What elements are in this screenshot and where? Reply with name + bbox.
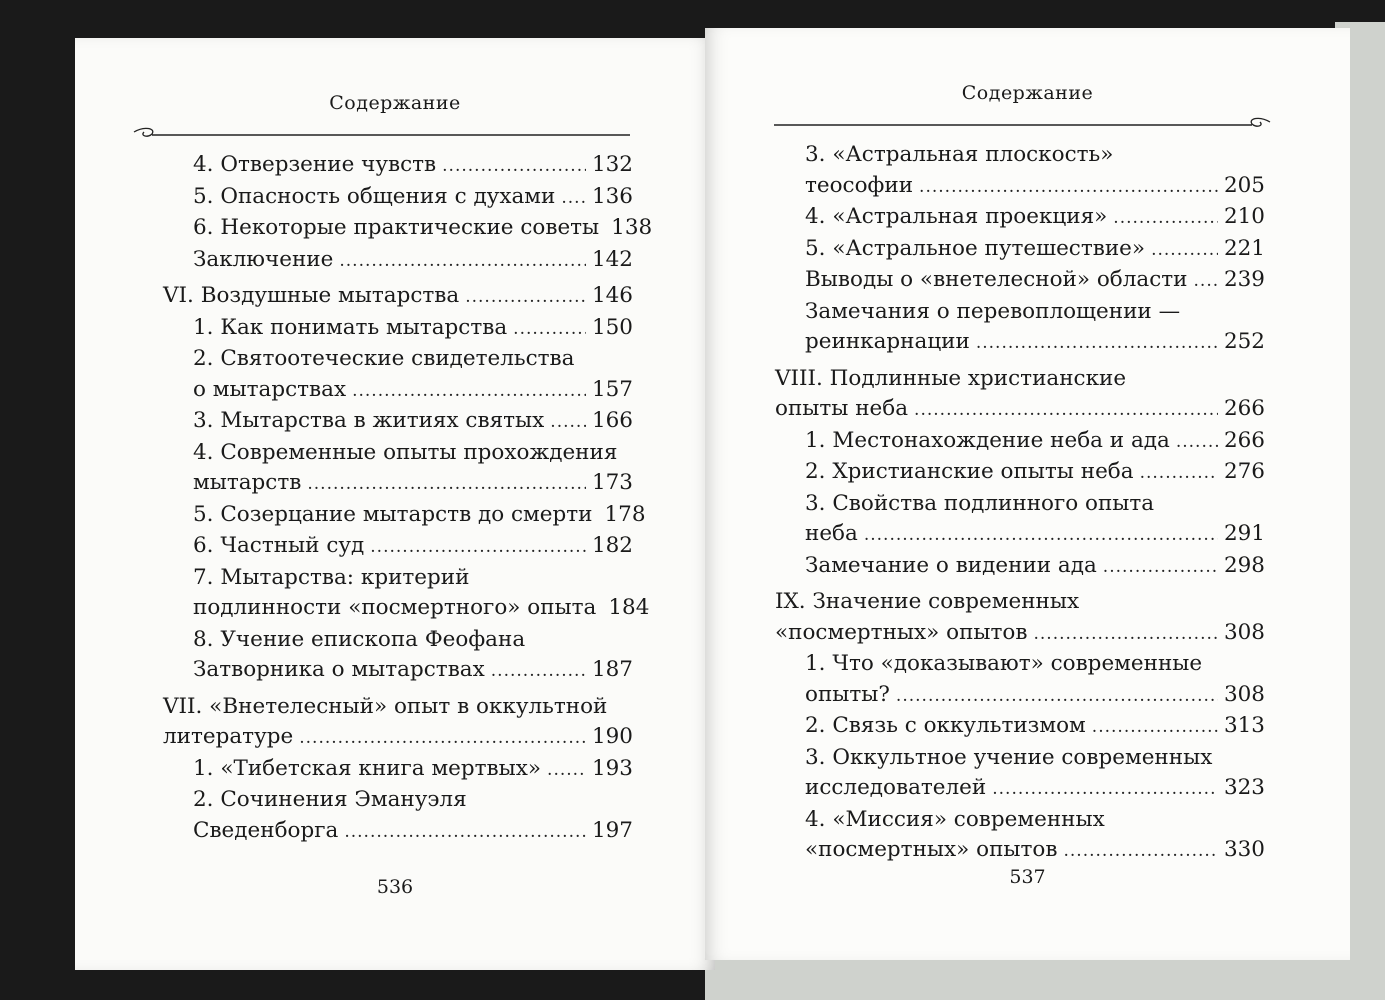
toc-entry-title-line: опыты? xyxy=(805,681,890,707)
toc-page-number: 138 xyxy=(611,215,653,240)
toc-entry-title-line: VIII. Подлинные христианские xyxy=(775,365,1127,391)
running-head: Содержание xyxy=(961,82,1094,104)
toc-entry-title-line: 5. Созерцание мытарств до смерти xyxy=(193,501,593,527)
toc-page-number: 157 xyxy=(591,376,633,402)
toc-entry-title-line: VI. Воздушные мытарства xyxy=(163,283,460,308)
toc-entry xyxy=(163,625,633,687)
toc-entry-title-line: 1. «Тибетская книга мертвых» xyxy=(193,755,542,781)
toc-entry xyxy=(163,406,633,438)
toc-page-number: 205 xyxy=(1223,172,1265,198)
toc-entry-title-line: 1. Местонахождение неба и ада xyxy=(805,427,1170,453)
toc-page-number: 182 xyxy=(591,533,633,558)
toc-entry xyxy=(163,563,650,625)
toc-page-number: 266 xyxy=(1223,396,1265,421)
toc-entry-title-line: о мытарствах xyxy=(193,376,347,402)
toc-entry-title-line: 1. Что «доказывают» современные xyxy=(805,651,1203,676)
toc-entry-title-line: 4. «Астральная проекция» xyxy=(805,204,1108,229)
toc-page-number: 221 xyxy=(1223,235,1265,261)
dot-leader xyxy=(1092,711,1218,743)
dot-leader xyxy=(1151,234,1218,266)
toc-entry-title-line: опыты неба xyxy=(775,396,909,421)
toc-entry-title-line: Выводы о «внетелесной» области xyxy=(805,267,1188,292)
toc-page-number: 190 xyxy=(591,724,633,749)
toc-page-number: 150 xyxy=(591,314,633,340)
dot-leader xyxy=(547,754,586,786)
toc-entry xyxy=(775,489,1265,551)
running-head: Содержание xyxy=(329,92,461,114)
toc-page-number: 132 xyxy=(591,152,633,177)
dot-leader xyxy=(561,182,586,214)
toc-page-number: 308 xyxy=(1223,619,1265,645)
toc-entry xyxy=(163,313,633,345)
toc-entry xyxy=(775,297,1265,359)
ornamental-rule xyxy=(770,114,1275,134)
toc-list xyxy=(163,150,653,847)
dot-leader xyxy=(1194,265,1218,297)
toc-entry-title-line: 2. Сочинения Эмануэля xyxy=(193,787,467,812)
toc-entry-title-line: неба xyxy=(805,521,858,546)
toc-entry xyxy=(775,140,1265,202)
toc-page-number: 323 xyxy=(1223,775,1265,800)
toc-entry-title-line: исследователей xyxy=(805,775,987,800)
toc-entry xyxy=(163,785,633,847)
toc-entry xyxy=(163,245,633,277)
toc-page-number: 187 xyxy=(591,657,633,682)
toc-entry-title-line: 2. Святоотеческие свидетельства xyxy=(193,346,575,371)
dot-leader xyxy=(1063,835,1217,867)
toc-list xyxy=(775,140,1265,867)
left-page xyxy=(75,38,715,970)
toc-entry-title-line: 4. «Миссия» современных xyxy=(805,806,1105,832)
toc-entry-title-line: реинкарнации xyxy=(805,329,970,354)
toc-entry xyxy=(775,426,1265,458)
toc-page-number: 146 xyxy=(591,283,633,308)
toc-entry xyxy=(163,438,633,500)
toc-entry-title-line: 6. Некоторые практические советы xyxy=(193,215,600,240)
toc-entry xyxy=(775,457,1265,489)
toc-entry-title-line: 3. Мытарства в житиях святых xyxy=(193,408,545,433)
toc-page-number: 291 xyxy=(1223,521,1265,546)
toc-entry-title-line: литературе xyxy=(163,724,294,749)
toc-entry xyxy=(775,805,1265,867)
toc-page-number: 276 xyxy=(1223,459,1265,484)
toc-entry xyxy=(163,500,646,532)
dot-leader xyxy=(370,531,586,563)
toc-entry-title-line: 5. Опасность общения с духами xyxy=(193,183,556,209)
dot-leader xyxy=(465,281,586,313)
dot-leader xyxy=(307,468,586,500)
toc-page-number: 330 xyxy=(1223,837,1265,862)
toc-entry xyxy=(163,150,633,182)
dot-leader xyxy=(491,655,586,687)
dot-leader xyxy=(1033,618,1217,650)
toc-entry-title-line: подлинности «посмертного» опыта xyxy=(193,595,597,620)
page-number: 537 xyxy=(1009,866,1046,888)
toc-page-number: 308 xyxy=(1223,681,1265,707)
toc-entry xyxy=(163,692,633,754)
toc-entry-title-line: 4. Отверзение чувств xyxy=(193,152,437,177)
dot-leader xyxy=(919,171,1218,203)
toc-entry-title-line: Затворника о мытарствах xyxy=(193,657,485,682)
toc-entry xyxy=(775,711,1265,743)
dot-leader xyxy=(1140,457,1218,489)
toc-entry-title-line: теософии xyxy=(805,172,914,198)
toc-entry-title-line: 2. Связь с оккультизмом xyxy=(805,713,1086,738)
toc-entry-title-line: 1. Как понимать мытарства xyxy=(193,314,508,340)
dot-leader xyxy=(442,150,586,182)
page-number: 536 xyxy=(376,876,414,898)
toc-entry-title-line: Сведенборга xyxy=(193,817,339,843)
dot-leader xyxy=(352,375,586,407)
toc-entry-title-line: 5. «Астральное путешествие» xyxy=(805,235,1146,261)
toc-entry xyxy=(775,587,1265,649)
dot-leader xyxy=(864,519,1218,551)
toc-page-number: 298 xyxy=(1223,552,1265,578)
toc-entry xyxy=(163,281,633,313)
dot-leader xyxy=(550,406,586,438)
toc-page-number: 193 xyxy=(591,755,633,781)
toc-page-number: 184 xyxy=(608,595,650,620)
ornamental-rule xyxy=(130,124,635,144)
toc-page-number: 210 xyxy=(1223,204,1265,229)
toc-page-number: 136 xyxy=(591,183,633,209)
dot-leader xyxy=(1113,202,1218,234)
toc-entry xyxy=(163,754,633,786)
toc-entry-title-line: IX. Значение современных xyxy=(775,589,1080,614)
toc-entry-title-line: мытарств xyxy=(193,470,302,495)
toc-entry-title-line: VII. «Внетелесный» опыт в оккультной xyxy=(163,693,608,719)
toc-entry-title-line: 8. Учение епископа Феофана xyxy=(193,626,526,652)
toc-page-number: 313 xyxy=(1223,713,1265,738)
toc-entry xyxy=(775,743,1265,805)
toc-page-number: 178 xyxy=(604,501,646,527)
dot-leader xyxy=(299,722,586,754)
toc-page-number: 252 xyxy=(1223,329,1265,354)
toc-entry-title-line: 3. «Астральная плоскость» xyxy=(805,142,1114,167)
toc-entry xyxy=(163,344,633,406)
toc-entry xyxy=(775,234,1265,266)
toc-entry xyxy=(163,531,633,563)
toc-entry-title-line: «посмертных» опытов xyxy=(775,619,1028,645)
toc-page-number: 173 xyxy=(591,470,633,495)
toc-entry xyxy=(775,202,1265,234)
toc-page-number: 166 xyxy=(591,408,633,433)
toc-entry-title-line: 6. Частный суд xyxy=(193,533,365,558)
toc-entry-title-line: 3. Свойства подлинного опыта xyxy=(805,490,1155,516)
right-page xyxy=(705,28,1350,960)
dot-leader xyxy=(344,816,586,848)
dot-leader xyxy=(992,773,1218,805)
toc-entry-title-line: «посмертных» опытов xyxy=(805,837,1058,862)
toc-entry xyxy=(775,364,1265,426)
toc-entry-title-line: 7. Мытарства: критерий xyxy=(193,564,470,590)
toc-entry-title-line: 4. Современные опыты прохождения xyxy=(193,439,618,465)
toc-entry-title-line: 3. Оккультное учение современных xyxy=(805,744,1213,770)
toc-entry xyxy=(775,649,1265,711)
toc-entry xyxy=(163,182,633,214)
cover-bottom xyxy=(705,960,1385,1000)
dot-leader xyxy=(1103,551,1218,583)
toc-entry xyxy=(163,213,653,245)
dot-leader xyxy=(339,245,586,277)
dot-leader xyxy=(513,313,586,345)
toc-entry-title-line: Замечания о перевоплощении — xyxy=(805,298,1181,324)
toc-entry-title-line: 2. Христианские опыты неба xyxy=(805,459,1134,484)
toc-entry xyxy=(775,265,1265,297)
toc-entry-title-line: Заключение xyxy=(193,246,334,272)
toc-page-number: 197 xyxy=(591,817,633,843)
toc-page-number: 239 xyxy=(1223,267,1265,292)
dot-leader xyxy=(976,327,1218,359)
toc-page-number: 142 xyxy=(591,246,633,272)
toc-entry xyxy=(775,551,1265,583)
toc-page-number: 266 xyxy=(1223,427,1265,453)
dot-leader xyxy=(896,680,1218,712)
dot-leader xyxy=(1176,426,1218,458)
dot-leader xyxy=(914,394,1218,426)
toc-entry-title-line: Замечание о видении ада xyxy=(805,552,1097,578)
